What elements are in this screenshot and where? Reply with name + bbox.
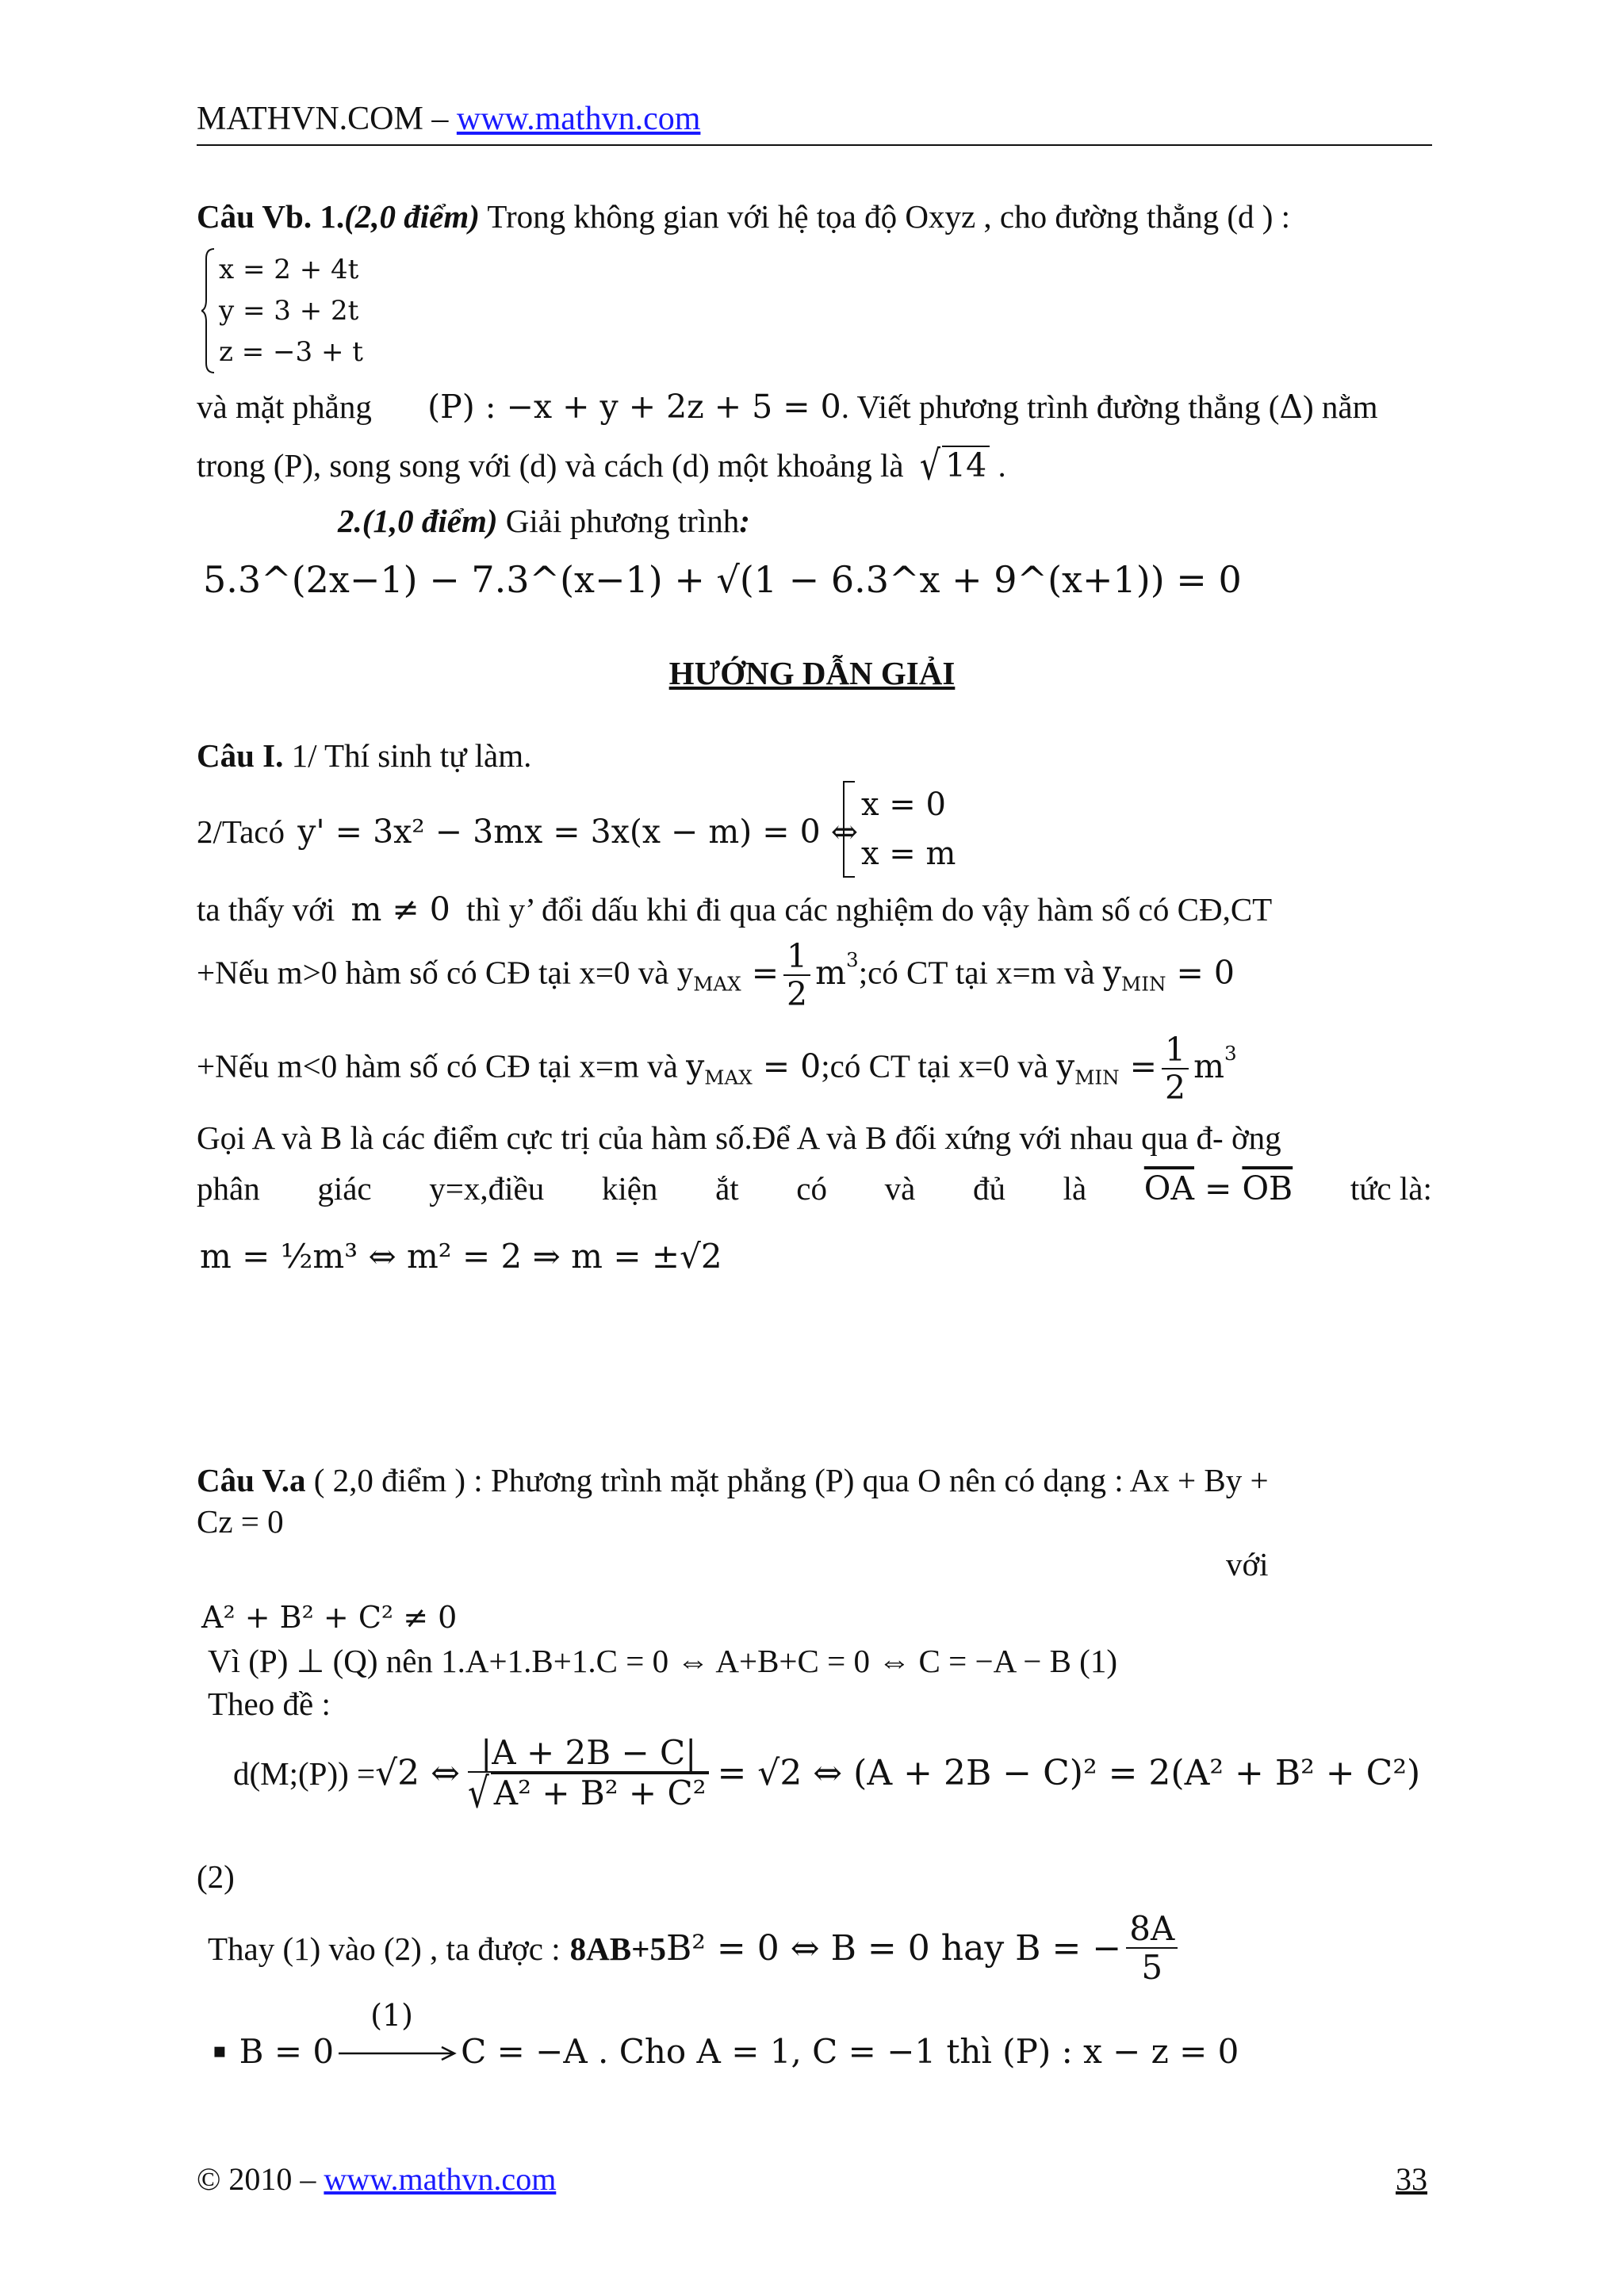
- bullet-icon: ▪: [213, 2039, 227, 2063]
- question-va-intro: Câu V.a ( 2,0 điểm ) : Phương trình mặt phẳng (P) qua O nên có dạng : Ax + By +: [197, 1462, 1269, 1498]
- implies-arrow: (1): [337, 2031, 458, 2071]
- case-bracket: [841, 780, 856, 878]
- system-brace: [201, 247, 213, 373]
- solution-title: HƯỚNG DẪN GIẢI: [668, 655, 956, 691]
- exp-equation: 5.3^(2x−1) − 7.3^(x−1) + √(1 − 6.3^x + 9^(x+1)) = 0: [203, 558, 1242, 601]
- footer-copyright: © 2010 – www.mathvn.com: [197, 2161, 557, 2197]
- case-values: x = 0 x = m: [861, 786, 956, 872]
- derivative-line: 2/Tacó y' = 3x² − 3mx = 3x(x − m) = 0 ⇔: [197, 813, 859, 851]
- case-b-zero: ▪ B = 0 (1) C = −A . Cho A = 1, C = −1 thì (P) : x − z = 0: [213, 1998, 1239, 2071]
- case-m-positive: +Nếu m>0 hàm số có CĐ tại x=0 và $y_{MAX}$ = $\frac{1}{2}$ $m^3;có$ CT tại x=m và $y_{MIN} = 0$: [197, 937, 1235, 1014]
- part2-line: 2.(1,0 điểm) Giải phương trình:: [338, 503, 750, 539]
- distance-line: trong (P), song song với (d) và cách (d) một khoảng là √ 14 .: [197, 441, 1006, 489]
- final-result: m = ½m³ ⇔ m² = 2 ⇒ m = ±√2: [200, 1237, 722, 1276]
- page-header: MATHVN.COM – www.mathvn.com: [197, 101, 701, 137]
- question-1-line: Câu I. 1/ Thí sinh tự làm.: [197, 737, 532, 774]
- bisector-line: phân giác y=x,điều kiện ắt có và đủ là $\overline{OA} = \overline{OB}$ tức là:: [197, 1169, 1432, 1207]
- theo-de: Theo đề :: [208, 1686, 331, 1722]
- plane-equation: (P) : −x + y + 2z + 5 = 0: [427, 388, 841, 426]
- case-m-negative: +Nếu m<0 hàm số có CĐ tại x=m và $y_{MAX}$ = 0;có CT tại x=0 và $y_{MIN}$ = $\frac{1}{2}$ $m^3$: [197, 1031, 1237, 1108]
- header-rule: [197, 144, 1432, 146]
- voi-word: với: [1226, 1546, 1269, 1582]
- tag-2: (2): [197, 1858, 235, 1895]
- sign-change-line: ta thấy với m ≠ 0 thì y’ đổi dấu khi đi qua các nghiệm do vậy hàm số có CĐ,CT: [197, 890, 1273, 928]
- extrema-line: Gọi A và B là các điểm cực trị của hàm số.Để A và B đối xứng với nhau qua đ- ờng: [197, 1119, 1281, 1156]
- question-vb-intro: Câu Vb. 1.(2,0 điểm) Trong không gian với hệ tọa độ Oxyz , cho đường thẳng (d ) :: [197, 198, 1291, 235]
- plane-line: và mặt phẳng (P) : −x + y + 2z + 5 = 0. Viết phương trình đường thẳng (Δ) nằm: [197, 388, 1378, 426]
- page-number: 33: [1396, 2161, 1427, 2197]
- substitution-line: Thay (1) vào (2) , ta được : 8AB+5 B² = 0 ⇔ B = 0 hay B = − $\frac{8A}{5}$: [208, 1911, 1182, 1987]
- header-site: MATHVN.COM: [197, 101, 423, 137]
- distance-equation: d(M;(P)) = √2 ⇔ $\frac{|A + 2B - C|}{\text{√ A² + B² + C²}}$ = √2 ⇔ (A + 2B − C)² = 2(A² + B² + C²): [233, 1733, 1421, 1818]
- header-link[interactable]: www.mathvn.com: [456, 101, 701, 137]
- perpendicular-line: Vì (P) ⊥ (Q) nên 1.A+1.B+1.C = 0 ⇔ A+B+C = 0 ⇔ C = −A − B (1): [208, 1643, 1117, 1679]
- footer-link[interactable]: www.mathvn.com: [324, 2161, 557, 2197]
- plane-form-line: Cz = 0: [197, 1503, 284, 1540]
- line-system: x = 2 + 4t y = 3 + 2t z = −3 + t: [219, 254, 363, 368]
- nonzero-condition: A² + B² + C² ≠ 0: [201, 1600, 458, 1635]
- question-label: Câu Vb. 1.: [197, 198, 345, 235]
